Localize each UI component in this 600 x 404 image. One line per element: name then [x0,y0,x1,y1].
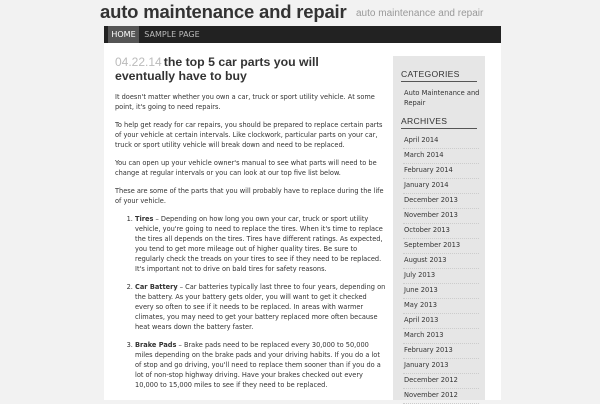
archive-link[interactable]: May 2013 [404,301,437,309]
site-title[interactable]: auto maintenance and repair [100,1,347,22]
archive-separator [403,238,479,239]
archive-link[interactable]: April 2014 [404,136,439,144]
archive-link[interactable]: April 2013 [404,316,439,324]
archive-separator [403,298,479,299]
archive-separator [403,193,479,194]
post-title-part2[interactable]: eventually have to buy [115,69,247,83]
archive-separator [403,208,479,209]
archive-separator [403,328,479,329]
post [115,55,387,398]
archive-link[interactable]: March 2013 [404,331,444,339]
archive-separator [403,178,479,179]
archive-separator [403,223,479,224]
archive-separator [403,253,479,254]
parts-list [115,214,387,390]
list-item [135,214,387,274]
archive-separator [403,343,479,344]
archive-link[interactable]: September 2013 [404,241,461,249]
archive-link[interactable]: August 2013 [404,256,447,264]
archive-separator [403,283,479,284]
archive-separator [403,388,479,389]
post-title[interactable] [115,55,387,83]
sidebar [393,56,485,400]
post-paragraph: To help get ready for car repairs, you should be prepared to replace certain parts of your vehicle at certain intervals. Like clockwork, particular parts on your car, truck or sport utility vehicle will break down and need to be replaced. [115,121,383,149]
post-paragraph: These are some of the parts that you will probably have to replace during the life of your vehicle. [115,187,384,205]
list-item [135,282,387,332]
post-body [115,92,387,390]
archive-separator [403,358,479,359]
archive-link[interactable]: November 2012 [404,391,458,399]
archive-link[interactable]: December 2013 [404,196,458,204]
archive-link[interactable]: June 2013 [404,286,438,294]
archive-separator [403,148,479,149]
archive-link[interactable]: October 2013 [404,226,450,234]
post-paragraph: You can open up your vehicle owner's manual to see what parts will need to be change at regular intervals or you can look at our top five list below. [115,159,377,177]
archive-separator [403,268,479,269]
list-item-term: Brake Pads [135,341,177,349]
list-item-term: Car Battery [135,283,178,291]
archive-separator [403,163,479,164]
post-paragraph: It doesn't matter whether you own a car, truck or sport utility vehicle. At some point, it's going to need repairs. [115,93,375,111]
list-item-text: – Car batteries typically last three to four years, depending on the battery. As your battery gets older, you will want to get it checked every so often to see if it needs to be replaced. In areas with warmer climates, you may need to get your battery replaced more often because heat wears down the battery faster. [135,283,386,331]
category-link[interactable]: Auto Maintenance and Repair [404,89,480,107]
list-item-text: – Depending on how long you own your car, truck or sport utility vehicle, you're going to need to replace the tires. When it's time to replace the tires all depends on the tires. Tires have different ratings. As expected, you tend to get more mileage out of higher quality tires. Be sure to regularly check the treads on your tires to see if they need to be replaced. It's important not to drive on bald tires for safety reasons. [135,215,383,273]
post-date: 04.22.14 [115,55,162,69]
nav-item-home[interactable]: HOME [108,26,139,43]
list-item-text: – Brake pads need to be replaced every 30,000 to 50,000 miles depending on the brake pads and your driving habits. If you do a lot of stop and go driving, you'll need to replace them sooner than if you do a lot of non-stop highway driving. Have your brakes checked out every 10,000 to 15,000 miles to see if they need to be replaced. [135,341,381,389]
archive-separator [403,313,479,314]
list-item-term: Tires [135,215,154,223]
archive-link[interactable]: January 2014 [404,181,449,189]
archive-link[interactable]: January 2013 [404,361,449,369]
post-title-part1[interactable]: the top 5 car parts you will [163,55,319,69]
list-item [135,340,387,390]
archive-link[interactable]: February 2013 [404,346,453,354]
main-nav [104,26,501,43]
archive-link[interactable]: February 2014 [404,166,453,174]
archive-link[interactable]: November 2013 [404,211,458,219]
categories-title: CATEGORIES [401,69,477,82]
site-tagline: auto maintenance and repair [356,8,484,19]
archive-link[interactable]: March 2014 [404,151,444,159]
archives-title: ARCHIVES [401,116,477,129]
archive-link[interactable]: July 2013 [404,271,436,279]
archive-link[interactable]: December 2012 [404,376,458,384]
archive-separator [403,373,479,374]
nav-item-sample-page[interactable]: SAMPLE PAGE [144,30,200,39]
site-header [100,0,500,26]
